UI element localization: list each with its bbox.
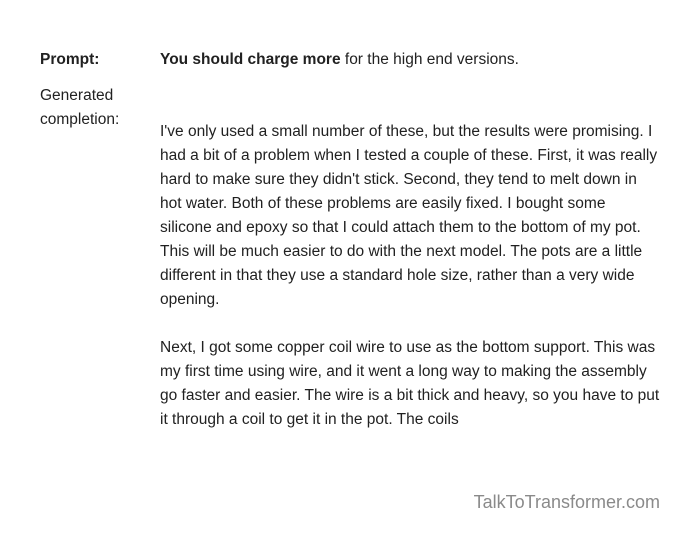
completion-paragraph: I've only used a small number of these, but the results were promising. I had a bit of a problem when I tested a couple of these. First, it was really hard to make sure they didn't stick. Second, they tend to melt down in hot water. Both of these problems are easily fixed. I bought some silicone and epoxy so that I could attach them to the bottom of my pot. This will be much easier to do with the next model. The pots are a little different in that they use a standard hole size, rather than a very wide opening. xyxy=(160,123,658,308)
completion-text xyxy=(160,120,660,432)
prompt-label: Prompt: xyxy=(40,51,100,68)
brand-watermark: TalkToTransformer.com xyxy=(473,492,660,512)
prompt-rest-text: for the high end versions. xyxy=(340,51,519,68)
completion-paragraph: Next, I got some copper coil wire to use as the bottom support. This was my first time using wire, and it went a long way to making the assembly go faster and easier. The wire is a bit thick and heavy, so you have to put it through a coil to get it in the pot. The coils xyxy=(160,339,660,428)
completion-body xyxy=(160,84,660,432)
prompt-text xyxy=(160,48,660,72)
completion-label: Generated completion: xyxy=(40,87,120,128)
prompt-row xyxy=(40,48,660,72)
completion-row xyxy=(40,84,660,432)
prompt-bold-text: You should charge more xyxy=(160,51,341,68)
